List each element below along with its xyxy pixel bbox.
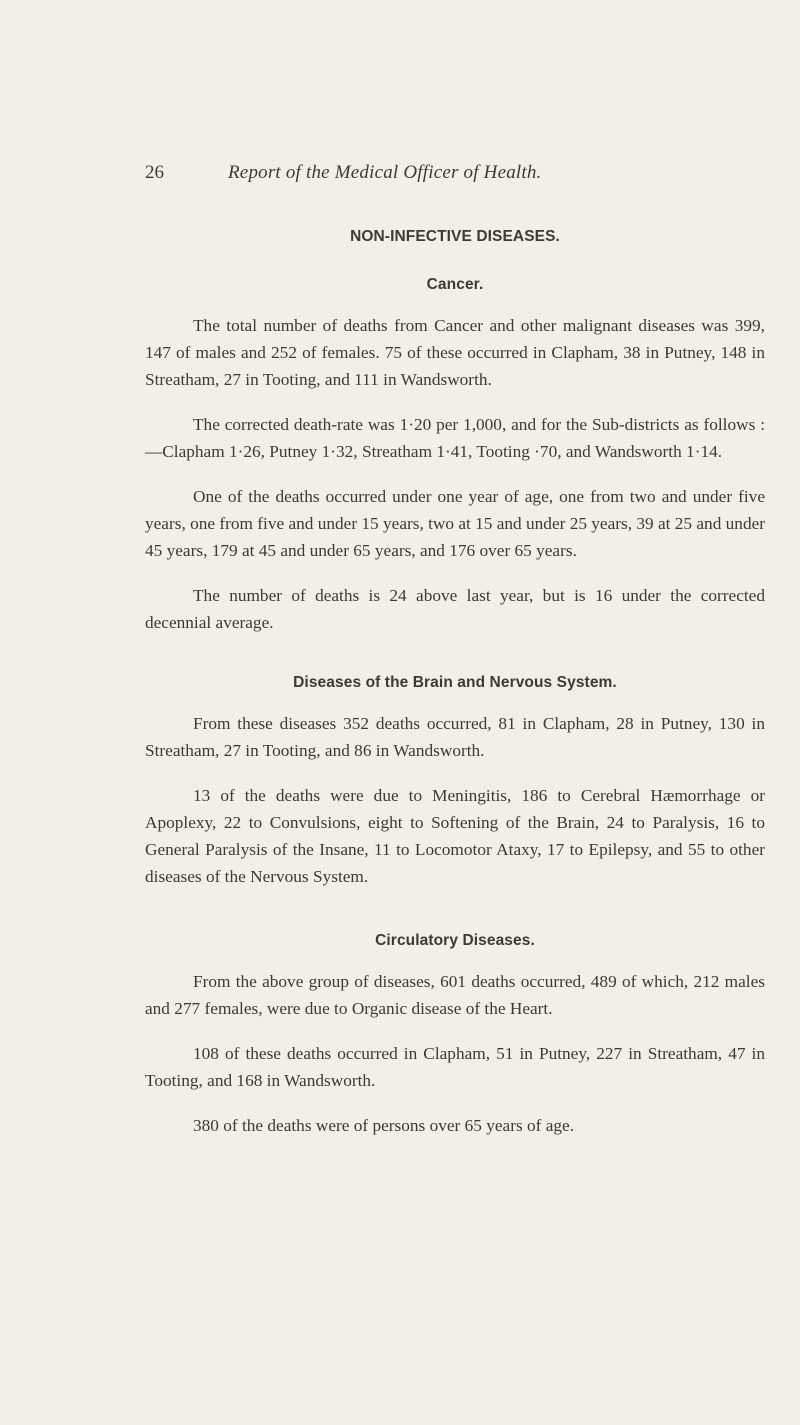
section-title-brain-nervous: Diseases of the Brain and Nervous System.: [293, 674, 617, 691]
cancer-paragraph: The number of deaths is 24 above last year, but is 16 under the corrected decennial average.: [145, 586, 765, 632]
page-content: [145, 228, 765, 1139]
circulatory-paragraph: 108 of these deaths occurred in Clapham, 51 in Putney, 227 in Streatham, 47 in Tooting, and 168 in Wandsworth.: [145, 1044, 765, 1090]
cancer-paragraph: One of the deaths occurred under one year of age, one from two and under five years, one from five and under 15 years, two at 15 and under 25 years, 39 at 25 and under 45 years, 179 at 45 and under 65 years, and 176 over 65 years.: [145, 487, 766, 560]
cancer-paragraph: The total number of deaths from Cancer and other malignant diseases was 399, 147 of males and 252 of females. 75 of these occurred in Clapham, 38 in Putney, 148 in Streatham, 27 in Tooting, and 111 in Wandsworth.: [145, 316, 765, 389]
circulatory-paragraph: 380 of the deaths were of persons over 65 years of age.: [193, 1116, 575, 1135]
cancer-paragraph: The corrected death-rate was 1·20 per 1,000, and for the Sub-districts as follows :—Clapham 1·26, Putney 1·32, Streatham 1·41, Tooting ·70, and Wandsworth 1·14.: [145, 415, 765, 461]
section-title-circulatory: Circulatory Diseases.: [375, 932, 535, 949]
running-title: Report of the Medical Officer of Health.: [228, 162, 542, 183]
brain-paragraph: From these diseases 352 deaths occurred, 81 in Clapham, 28 in Putney, 130 in Streatham, 27 in Tooting, and 86 in Wandsworth.: [145, 714, 765, 760]
page-number: 26: [145, 162, 164, 183]
section-title-cancer: Cancer.: [426, 276, 484, 293]
brain-paragraph: 13 of the deaths were due to Meningitis, 186 to Cerebral Hæmorrhage or Apoplexy, 22 to Convulsions, eight to Softening of the Brain, 24 to Paralysis, 16 to General Paralysis of the Insane, 11 to Locomotor Ataxy, 17 to Epilepsy, and 55 to other diseases of the Nervous System.: [145, 786, 765, 886]
page-header: [145, 162, 765, 192]
main-heading: NON-INFECTIVE DISEASES.: [350, 228, 560, 245]
circulatory-paragraph: From the above group of diseases, 601 deaths occurred, 489 of which, 212 males and 277 females, were due to Organic disease of the Heart.: [145, 972, 765, 1018]
